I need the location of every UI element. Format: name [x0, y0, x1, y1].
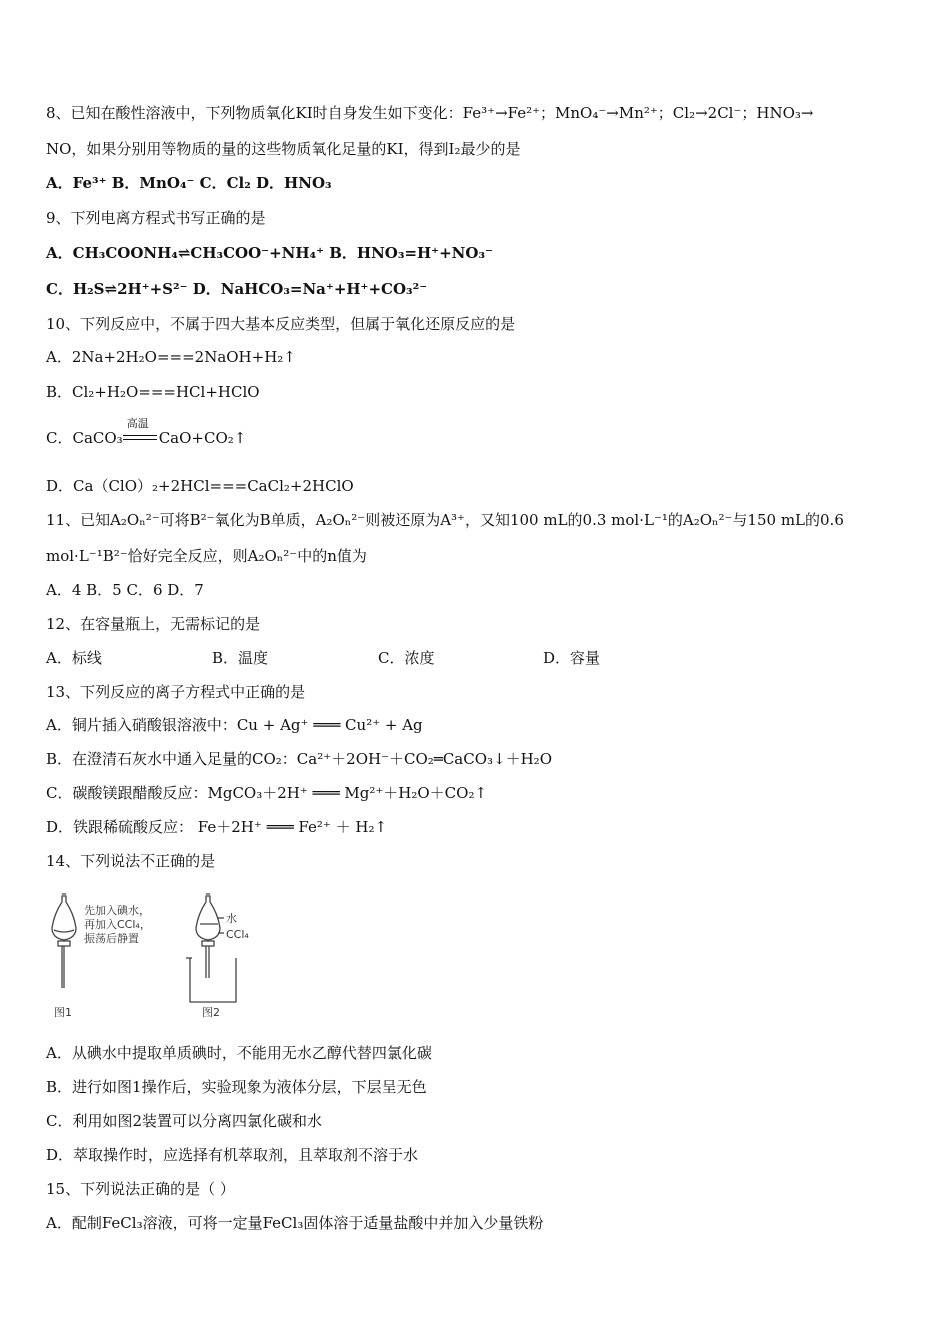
q10-stem: 10、下列反应中，不属于四大基本反应类型，但属于氧化还原反应的是 — [46, 315, 516, 333]
q13-stem: 13、下列反应的离子方程式中正确的是 — [46, 683, 306, 701]
q8-stem-line2: NO，如果分别用等物质的量的这些物质氧化足量的KI，得到I₂最少的是 — [46, 140, 521, 158]
q15-option-a: A．配制FeCl₃溶液，可将一定量FeCl₃固体溶于适量盐酸中并加入少量铁粉 — [46, 1214, 544, 1232]
fig1-note-line1: 先加入碘水， — [84, 904, 150, 917]
q14-option-a: A．从碘水中提取单质碘时，不能用无水乙醇代替四氯化碳 — [46, 1044, 432, 1062]
q10-option-d: D．Ca（ClO）₂+2HCl===CaCl₂+2HClO — [46, 477, 354, 495]
q11-stem-line1: 11、已知A₂Oₙ²⁻可将B²⁻氧化为B单质，A₂Oₙ²⁻则被还原为A³⁺，又知100 mL的0.3 mol·L⁻¹的A₂Oₙ²⁻与150 mL的0.6 — [46, 511, 844, 529]
q14-option-c: C．利用如图2装置可以分离四氯化碳和水 — [46, 1112, 323, 1130]
high-temp-condition: 高温 — [126, 417, 149, 430]
q9-stem: 9、下列电离方程式书写正确的是 — [46, 209, 266, 227]
funnel-diagram — [40, 888, 260, 1023]
q12-option-d: D．容量 — [543, 649, 601, 667]
q15-stem: 15、下列说法正确的是（ ） — [46, 1180, 235, 1198]
separatory-funnel-figures — [40, 888, 260, 1023]
q10-option-c: C．CaCO₃ 高温 CaO+CO₂↑ — [46, 428, 246, 448]
q9-options-cd: C．H₂S⇌2H⁺+S²⁻ D．NaHCO₃=Na⁺+H⁺+CO₃²⁻ — [46, 280, 428, 298]
q8-stem-line1: 8、已知在酸性溶液中，下列物质氧化KI时自身发生如下变化：Fe³⁺→Fe²⁺；MnO₄⁻→Mn²⁺；Cl₂→2Cl⁻；HNO₃→ — [46, 104, 814, 122]
beaker-icon — [186, 958, 236, 1002]
q13-option-b: B．在澄清石灰水中通入足量的CO₂：Ca²⁺＋2OH⁻＋CO₂═CaCO₃↓＋H₂O — [46, 750, 552, 768]
q13-option-c: C．碳酸镁跟醋酸反应：MgCO₃＋2H⁺ ═══ Mg²⁺＋H₂O＋CO₂↑ — [46, 784, 488, 802]
q14-stem: 14、下列说法不正确的是 — [46, 852, 216, 870]
q9-options-ab: A．CH₃COONH₄⇌CH₃COO⁻+NH₄⁺ B．HNO₃=H⁺+NO₃⁻ — [46, 244, 493, 262]
fig2-ccl4-label: CCl₄ — [226, 928, 249, 941]
q13-option-d: D．铁跟稀硫酸反应： Fe＋2H⁺ ═══ Fe²⁺ ＋ H₂↑ — [46, 818, 388, 836]
q10-option-b: B．Cl₂+H₂O===HCl+HClO — [46, 383, 260, 401]
q12-option-c: C．浓度 — [378, 649, 435, 667]
fig2-label: 图2 — [202, 1006, 220, 1019]
fig2-water-label: 水 — [226, 912, 237, 925]
q12-option-b: B．温度 — [212, 649, 269, 667]
fig1-note-line2: 再加入CCl₄， — [84, 918, 151, 931]
q12-stem: 12、在容量瓶上，无需标记的是 — [46, 615, 261, 633]
q11-stem-line2: mol·L⁻¹B²⁻恰好完全反应，则A₂Oₙ²⁻中的n值为 — [46, 547, 367, 565]
q12-option-a: A．标线 — [46, 649, 102, 667]
q8-options: A．Fe³⁺ B．MnO₄⁻ C．Cl₂ D．HNO₃ — [46, 174, 332, 192]
q10-option-a: A．2Na+2H₂O===2NaOH+H₂↑ — [46, 348, 296, 366]
q11-options: A．4 B．5 C．6 D．7 — [46, 581, 204, 599]
fig1-label: 图1 — [54, 1006, 72, 1019]
figure1-funnel-icon — [52, 894, 76, 988]
figure2-funnel-icon — [196, 894, 224, 978]
q14-option-d: D．萃取操作时，应选择有机萃取剂，且萃取剂不溶于水 — [46, 1146, 419, 1164]
q14-option-b: B．进行如图1操作后，实验现象为液体分层，下层呈无色 — [46, 1078, 427, 1096]
fig1-note-line3: 振荡后静置 — [84, 932, 139, 945]
q13-option-a: A．铜片插入硝酸银溶液中：Cu + Ag⁺ ═══ Cu²⁺ + Ag — [46, 716, 423, 734]
